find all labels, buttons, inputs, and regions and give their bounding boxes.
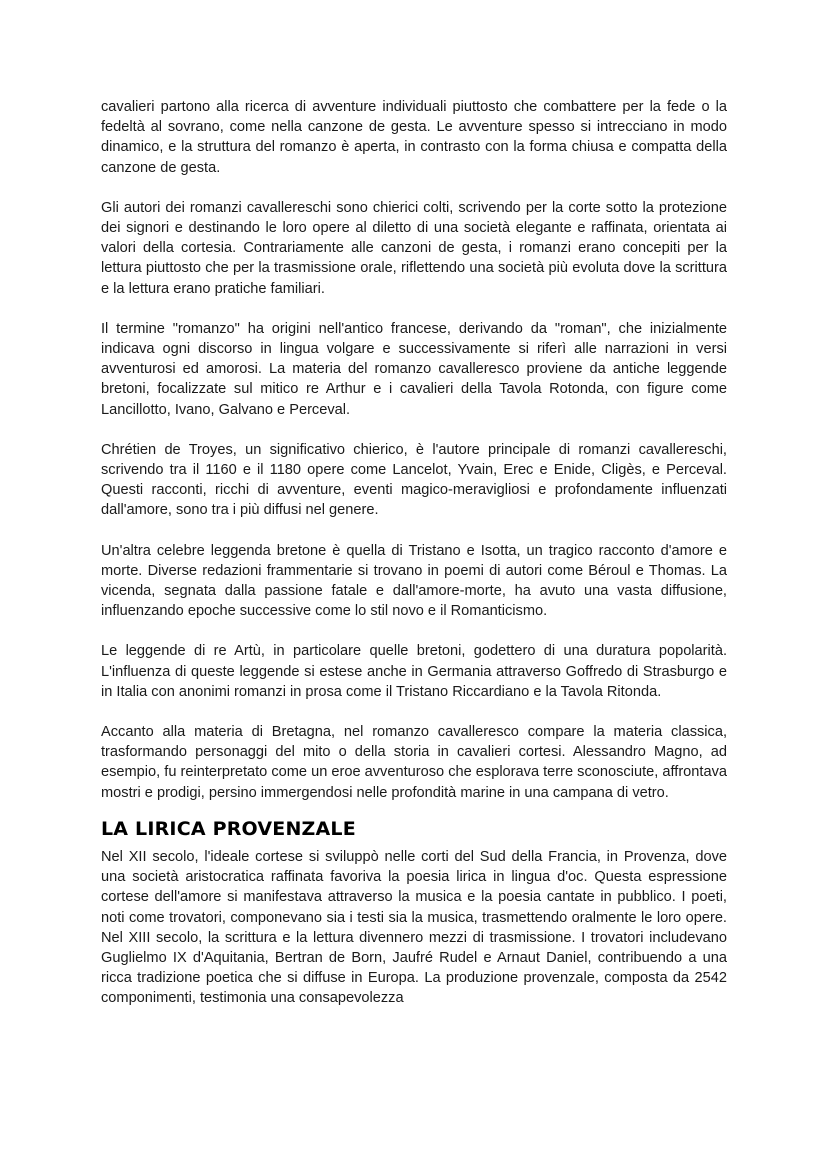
paragraph-autori-romanzi: Gli autori dei romanzi cavallereschi sono chierici colti, scrivendo per la corte sotto la protezione dei signori e destinando le loro opere al diletto di una società elegante e raffinata, orientata ai valori della cortesia. Contrariamente alle canzoni de gesta, i romanzi erano concepiti per la lettura piuttosto che per la trasmissione orale, riflettendo una società più evoluta dove la scrittura e la lettura erano pratiche familiari. <box>101 199 727 297</box>
paragraph-leggende-re-artu: Le leggende di re Artù, in particolare quelle bretoni, godettero di una duratura popolarità. L'influenza di queste leggende si estese anche in Germania attraverso Goffredo di Strasburgo e in Italia con anonimi romanzi in prosa come il Tristano Riccardiano e la Tavola Ritonda. <box>101 643 727 700</box>
paragraph-materia-classica: Accanto alla materia di Bretagna, nel romanzo cavalleresco compare la materia classica, trasformando personaggi del mito o della storia in cavalieri cortesi. Alessandro Magno, ad esempio, fu reinterpretato come un eroe avventuroso che esplorava terre sconosciute, affrontava mostri e prodigi, persino immergendosi nelle profondità marine in una campana di vetro. <box>101 724 727 801</box>
paragraph-chretien-de-troyes: Chrétien de Troyes, un significativo chierico, è l'autore principale di romanzi cavallereschi, scrivendo tra il 1160 e il 1180 opere come Lancelot, Yvain, Erec e Enide, Cligès, e Perceval. Questi racconti, ricchi di avventure, eventi magico-meravigliosi e profondamente influenzati dall'amore, sono tra i più diffusi nel genere. <box>101 441 727 519</box>
paragraph-lirica-provenzale: Nel XII secolo, l'ideale cortese si sviluppò nelle corti del Sud della Francia, in Provenza, dove una società aristocratica raffinata favoriva la poesia lirica in lingua d'oc. Questa espressione cortese dell'amore si manifestava attraverso la musica e la poesia cantate in pubblico. I poeti, noti come trovatori, componevano sia i testi sia la musica, trasmettendo oralmente le loro opere. Nel XIII secolo, la scrittura e la lettura divennero mezzi di trasmissione. I trovatori includevano Guglielmo IX d'Aquitania, Bertran de Born, Jaufré Rudel e Arnaut Daniel, contribuendo a una ricca tradizione poetica che si diffuse in Europa. La produzione provenzale, composta da 2542 componimenti, testimonia una consapevolezza <box>101 848 727 1007</box>
paragraph-tristano-isotta: Un'altra celebre leggenda bretone è quella di Tristano e Isotta, un tragico racconto d'amore e morte. Diverse redazioni frammentarie si trovano in poemi di autori come Béroul e Thomas. La vicenda, segnata dalla passione fatale e dall'amore-morte, ha avuto una vasta diffusione, influenzando epoche successive come lo stil novo e il Romanticismo. <box>101 542 727 620</box>
section-heading: LA LIRICA PROVENZALE <box>101 817 356 840</box>
paragraph-termine-romanzo: Il termine "romanzo" ha origini nell'antico francese, derivando da "roman", che inizialmente indicava ogni discorso in lingua volgare e successivamente si riferì alle narrazioni in versi avventurosi ed amorosi. La materia del romanzo cavalleresco proviene da antiche leggende bretoni, focalizzate sul mitico re Arthur e i cavalieri della Tavola Rotonda, con figure come Lancillotto, Ivano, Galvano e Perceval. <box>101 320 727 418</box>
document-page <box>101 97 727 1009</box>
paragraph-romanzo-avventure: cavalieri partono alla ricerca di avventure individuali piuttosto che combattere per la fede o la fedeltà al sovrano, come nella canzone de gesta. Le avventure spesso si intrecciano in modo dinamico, e la struttura del romanzo è aperta, in contrasto con la forma chiusa e compatta della canzone de gesta. <box>101 99 727 176</box>
